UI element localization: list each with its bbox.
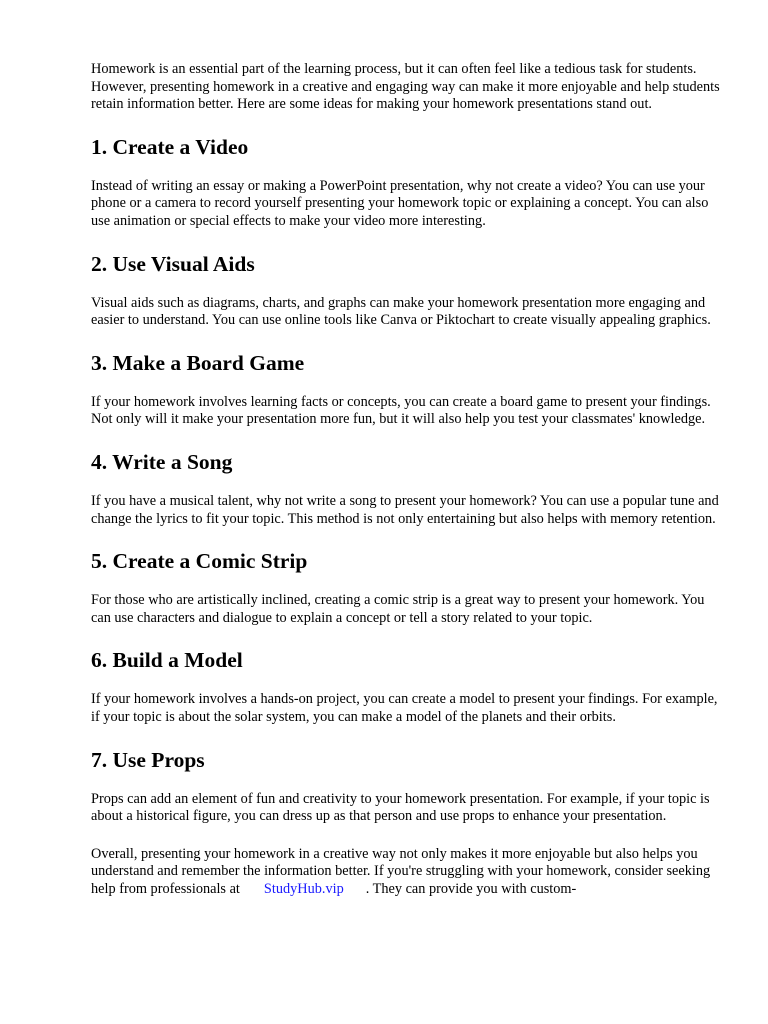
closing-paragraph	[91, 846, 722, 899]
section-body: If your homework involves a hands-on project, you can create a model to present your findings. For example, if your topic is about the solar system, you can make a model of the planets and their orbits.	[91, 691, 718, 725]
section-body: If you have a musical talent, why not write a song to present your homework? You can use a popular tune and change the lyrics to fit your topic. This method is not only entertaining but also helps with memory retention.	[91, 492, 719, 527]
section-heading: 5. Create a Comic Strip	[91, 549, 308, 574]
section-body: Visual aids such as diagrams, charts, and graphs can make your homework presentation more engaging and easier to understand. You can use online tools like Canva or Piktochart to create visually appealing graphics.	[91, 294, 711, 329]
section-body: For those who are artistically inclined, creating a comic strip is a great way to present your homework. You can use characters and dialogue to explain a concept or tell a story related to your topic.	[91, 592, 705, 626]
section-body: Instead of writing an essay or making a PowerPoint presentation, why not create a video? You can use your phone or a camera to record yourself presenting your homework topic or explaining a concept. You can also use animation or special effects to make your video more interesting.	[91, 177, 709, 229]
closing-text-end: . They can provide you with custom-	[365, 880, 577, 897]
section-comic-strip	[91, 548, 722, 627]
section-board-game	[91, 350, 722, 429]
section-heading: 7. Use Props	[91, 747, 205, 772]
section-body: If your homework involves learning facts or concepts, you can create a board game to present your findings. Not only will it make your presentation more fun, but it will also help you test your classmates' knowledge.	[91, 393, 711, 428]
section-heading: 6. Build a Model	[91, 648, 243, 673]
section-create-video	[91, 134, 722, 231]
closing-text: Overall, presenting your homework in a creative way not only makes it more enjoyable but also helps you understand and remember the information better. If you're struggling with your homework, consider seeking help from professionals at	[91, 845, 711, 897]
studyhub-link[interactable]: StudyHub.vip	[263, 880, 344, 897]
section-heading: 4. Write a Song	[91, 449, 233, 474]
section-write-song	[91, 449, 722, 528]
section-heading: 1. Create a Video	[91, 134, 249, 159]
section-heading: 2. Use Visual Aids	[91, 251, 255, 276]
section-heading: 3. Make a Board Game	[91, 350, 305, 375]
intro-paragraph: Homework is an essential part of the learning process, but it can often feel like a tedious task for students. However, presenting homework in a creative and engaging way can make it more enjoyable and help students retain information better. Here are some ideas for making your homework presentations stand out.	[91, 61, 720, 113]
section-use-props	[91, 747, 722, 826]
section-visual-aids	[91, 251, 722, 330]
section-build-model	[91, 647, 722, 726]
section-body: Props can add an element of fun and creativity to your homework presentation. For example, if your topic is about a historical figure, you can dress up as that person and use props to enhance your presentation.	[91, 790, 710, 825]
